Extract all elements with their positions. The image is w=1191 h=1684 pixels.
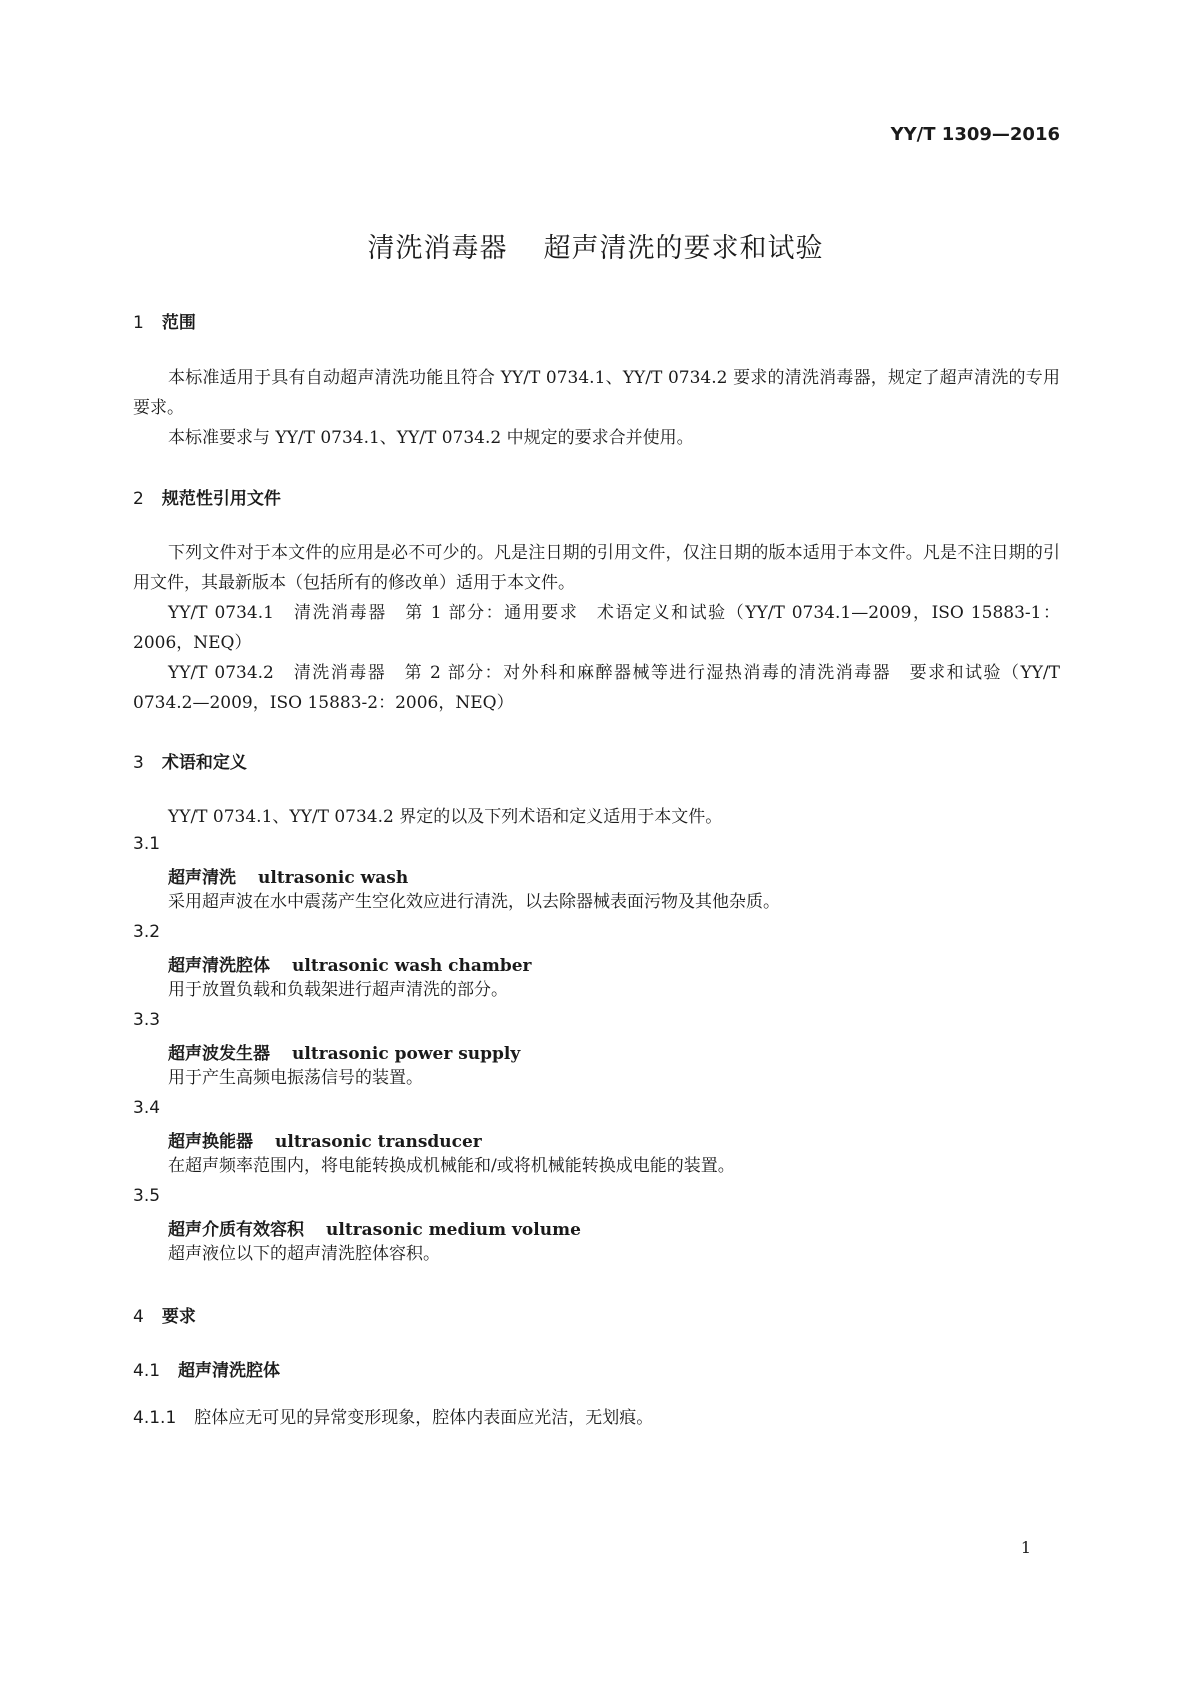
term-en: ultrasonic wash chamber: [292, 956, 532, 976]
term-number: 3.1: [133, 834, 161, 854]
term-definition: 采用超声波在水中震荡产生空化效应进行清洗，以去除器械表面污物及其他杂质。: [168, 892, 780, 912]
term-definition: 在超声频率范围内，将电能转换成机械能和/或将机械能转换成电能的装置。: [168, 1156, 735, 1176]
term-en: ultrasonic power supply: [292, 1044, 521, 1064]
section-number: 3: [133, 753, 144, 773]
section-1-paragraph-2: 本标准要求与 YY/T 0734.1、YY/T 0734.2 中规定的要求合并使用。: [168, 428, 694, 448]
term-heading: [168, 1215, 581, 1240]
section-title: 要求: [161, 1307, 196, 1327]
term-zh: 超声清洗: [168, 868, 236, 888]
section-3-intro: YY/T 0734.1、YY/T 0734.2 界定的以及下列术语和定义适用于本文件。: [168, 807, 723, 827]
term-heading: [168, 951, 532, 976]
term-zh: 超声清洗腔体: [168, 956, 270, 976]
section-number: 2: [133, 489, 144, 509]
term-number: 3.2: [133, 922, 161, 942]
section-3-heading: [133, 748, 247, 773]
section-title: 规范性引用文件: [161, 489, 281, 509]
term-en: ultrasonic wash: [258, 868, 409, 888]
term-zh: 超声介质有效容积: [168, 1220, 304, 1240]
section-title: 术语和定义: [161, 753, 247, 773]
term-number: 3.4: [133, 1098, 161, 1118]
term-heading: [168, 863, 408, 888]
title-part-2: 超声清洗的要求和试验: [543, 233, 824, 264]
term-number: 3.3: [133, 1010, 161, 1030]
subsection-title: 超声清洗腔体: [178, 1361, 281, 1381]
term-heading: [168, 1039, 520, 1064]
term-number: 3.5: [133, 1186, 161, 1206]
term-definition: 超声液位以下的超声清洗腔体容积。: [168, 1244, 440, 1264]
subsection-number: 4.1: [133, 1361, 161, 1381]
term-heading: [168, 1127, 482, 1152]
term-zh: 超声波发生器: [168, 1044, 270, 1064]
term-en: ultrasonic medium volume: [326, 1220, 581, 1240]
standard-code: YY/T 1309—2016: [890, 124, 1060, 145]
term-definition: 用于产生高频电振荡信号的装置。: [168, 1068, 423, 1088]
subsection-4-1-heading: [133, 1356, 280, 1381]
section-2-paragraph-1: 下列文件对于本文件的应用是必不可少的。凡是注日期的引用文件，仅注日期的版本适用于本文件。凡是不注日期的引用文件，其最新版本（包括所有的修改单）适用于本文件。: [133, 543, 1060, 593]
section-title: 范围: [161, 313, 196, 333]
normative-reference-2: YY/T 0734.2 清洗消毒器 第 2 部分：对外科和麻醉器械等进行湿热消毒的清洗消毒器 要求和试验（YY/T 0734.2—2009，ISO 15883-2：2006，NEQ）: [133, 663, 1060, 713]
section-1-heading: [133, 308, 196, 333]
clause-4-1-1: [133, 1403, 653, 1428]
section-number: 4: [133, 1307, 144, 1327]
clause-text: 腔体应无可见的异常变形现象，腔体内表面应光洁，无划痕。: [194, 1408, 654, 1428]
normative-reference-1: YY/T 0734.1 清洗消毒器 第 1 部分：通用要求 术语定义和试验（YY/T 0734.1—2009，ISO 15883-1：2006，NEQ）: [133, 603, 1060, 653]
section-4-heading: [133, 1302, 196, 1327]
term-en: ultrasonic transducer: [275, 1132, 482, 1152]
term-definition: 用于放置负载和负载架进行超声清洗的部分。: [168, 980, 508, 1000]
section-2-heading: [133, 484, 281, 509]
document-title: [0, 226, 1191, 265]
section-number: 1: [133, 313, 144, 333]
section-1-paragraph-1: 本标准适用于具有自动超声清洗功能且符合 YY/T 0734.1、YY/T 0734.2 要求的清洗消毒器，规定了超声清洗的专用要求。: [133, 368, 1060, 418]
title-part-1: 清洗消毒器: [367, 233, 508, 264]
page-number: 1: [1020, 1538, 1031, 1557]
clause-number: 4.1.1: [133, 1408, 177, 1428]
term-zh: 超声换能器: [168, 1132, 253, 1152]
